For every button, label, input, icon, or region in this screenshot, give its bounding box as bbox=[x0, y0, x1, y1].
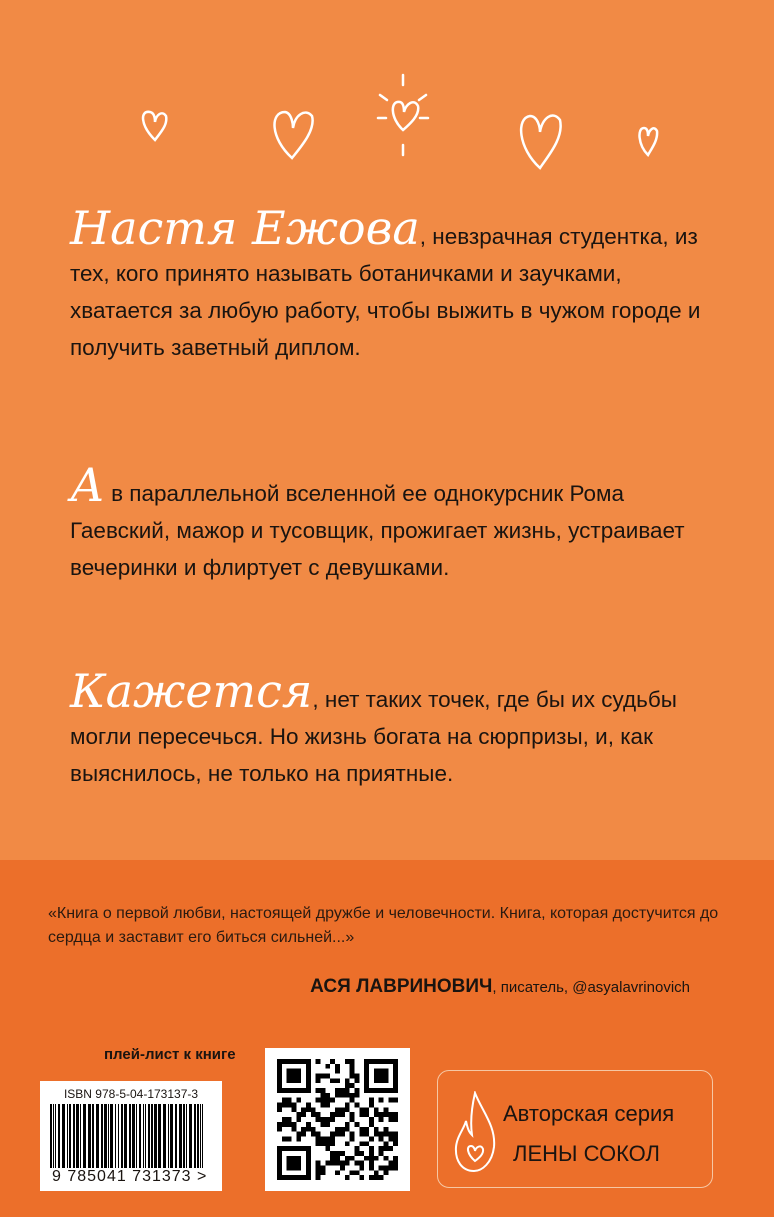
barcode-bar bbox=[69, 1104, 71, 1168]
barcode-bar bbox=[145, 1104, 146, 1168]
flame-heart-icon bbox=[452, 1091, 498, 1173]
hearts-decoration bbox=[0, 0, 774, 180]
barcode-bar bbox=[80, 1104, 81, 1168]
barcode-bar bbox=[67, 1104, 68, 1168]
barcode-bar bbox=[179, 1104, 182, 1168]
barcode-bar bbox=[124, 1104, 127, 1168]
barcode-bar bbox=[132, 1104, 135, 1168]
barcode-bar bbox=[55, 1104, 56, 1168]
barcode-bars bbox=[50, 1104, 212, 1168]
barcode-bar bbox=[189, 1104, 192, 1168]
barcode-bar bbox=[62, 1104, 65, 1168]
heart-icon bbox=[639, 128, 657, 155]
barcode-bar bbox=[194, 1104, 196, 1168]
barcode-bar bbox=[50, 1104, 52, 1168]
barcode-bar bbox=[115, 1104, 116, 1168]
barcode-bar bbox=[110, 1104, 113, 1168]
description-paragraph-1: Настя Ежова, невзрачная студентка, из тех, кого принято называть ботаничками и заучками, хватается за любую работу, чтобы выжить в чужом городе и получить заветный диплом. bbox=[70, 201, 701, 360]
barcode-bar bbox=[129, 1104, 131, 1168]
barcode-bar bbox=[76, 1104, 79, 1168]
barcode-bar bbox=[58, 1104, 60, 1168]
barcode-bar bbox=[200, 1104, 201, 1168]
barcode-bar bbox=[118, 1104, 119, 1168]
sun-rays-icon bbox=[378, 75, 428, 155]
barcode-bar bbox=[101, 1104, 103, 1168]
barcode-bar bbox=[175, 1104, 177, 1168]
heart-icon bbox=[521, 116, 561, 168]
barcode-bar bbox=[139, 1104, 141, 1168]
heart-icon bbox=[275, 112, 313, 158]
heart-icon bbox=[143, 112, 166, 140]
quote-author: АСЯ ЛАВРИНОВИЧ, писатель, @asyalavrinovich bbox=[310, 976, 690, 997]
barcode-bar bbox=[183, 1104, 185, 1168]
script-heading: А bbox=[70, 458, 105, 512]
playlist-qr-code[interactable] bbox=[265, 1048, 410, 1191]
heart-icon bbox=[393, 102, 418, 130]
barcode-bar bbox=[136, 1104, 137, 1168]
barcode-bar bbox=[151, 1104, 153, 1168]
barcode-bar bbox=[197, 1104, 199, 1168]
script-heading: Настя Ежова bbox=[70, 201, 420, 255]
barcode-bar bbox=[154, 1104, 157, 1168]
barcode-bar bbox=[168, 1104, 169, 1168]
barcode-bar bbox=[170, 1104, 173, 1168]
barcode-bar bbox=[108, 1104, 109, 1168]
script-heading: Кажется bbox=[70, 664, 313, 718]
isbn-barcode: ISBN 978-5-04-173137-3 9 785041 731373 > bbox=[40, 1081, 222, 1191]
review-quote: «Книга о первой любви, настоящей дружбе и человечности. Книга, которая достучится до сердца и заставит его биться сильней...» bbox=[48, 905, 719, 946]
barcode-bar bbox=[53, 1104, 54, 1168]
barcode-bar bbox=[163, 1104, 166, 1168]
barcode-bar bbox=[83, 1104, 86, 1168]
description-paragraph-3: Кажется, нет таких точек, где бы их судьбы могли пересечься. Но жизнь богата на сюрпризы, и, как выяснилось, не только на приятные. bbox=[70, 664, 677, 786]
description-paragraph-2: А в параллельной вселенной ее однокурсник Рома Гаевский, мажор и тусовщик, прожигает жизнь, устраивает вечеринки и флиртует с девушками. bbox=[70, 458, 685, 580]
barcode-bar bbox=[186, 1104, 187, 1168]
barcode-bar bbox=[158, 1104, 161, 1168]
barcode-bar bbox=[88, 1104, 91, 1168]
barcode-bar bbox=[104, 1104, 107, 1168]
barcode-bar bbox=[96, 1104, 99, 1168]
barcode-bar bbox=[73, 1104, 75, 1168]
barcode-bar bbox=[92, 1104, 94, 1168]
barcode-bar bbox=[143, 1104, 144, 1168]
barcode-bar bbox=[121, 1104, 123, 1168]
playlist-label: плей-лист к книге bbox=[104, 1046, 236, 1063]
author-series-badge: Авторская серия ЛЕНЫ СОКОЛ bbox=[437, 1070, 713, 1188]
barcode-bar bbox=[202, 1104, 203, 1168]
barcode-bar bbox=[148, 1104, 150, 1168]
